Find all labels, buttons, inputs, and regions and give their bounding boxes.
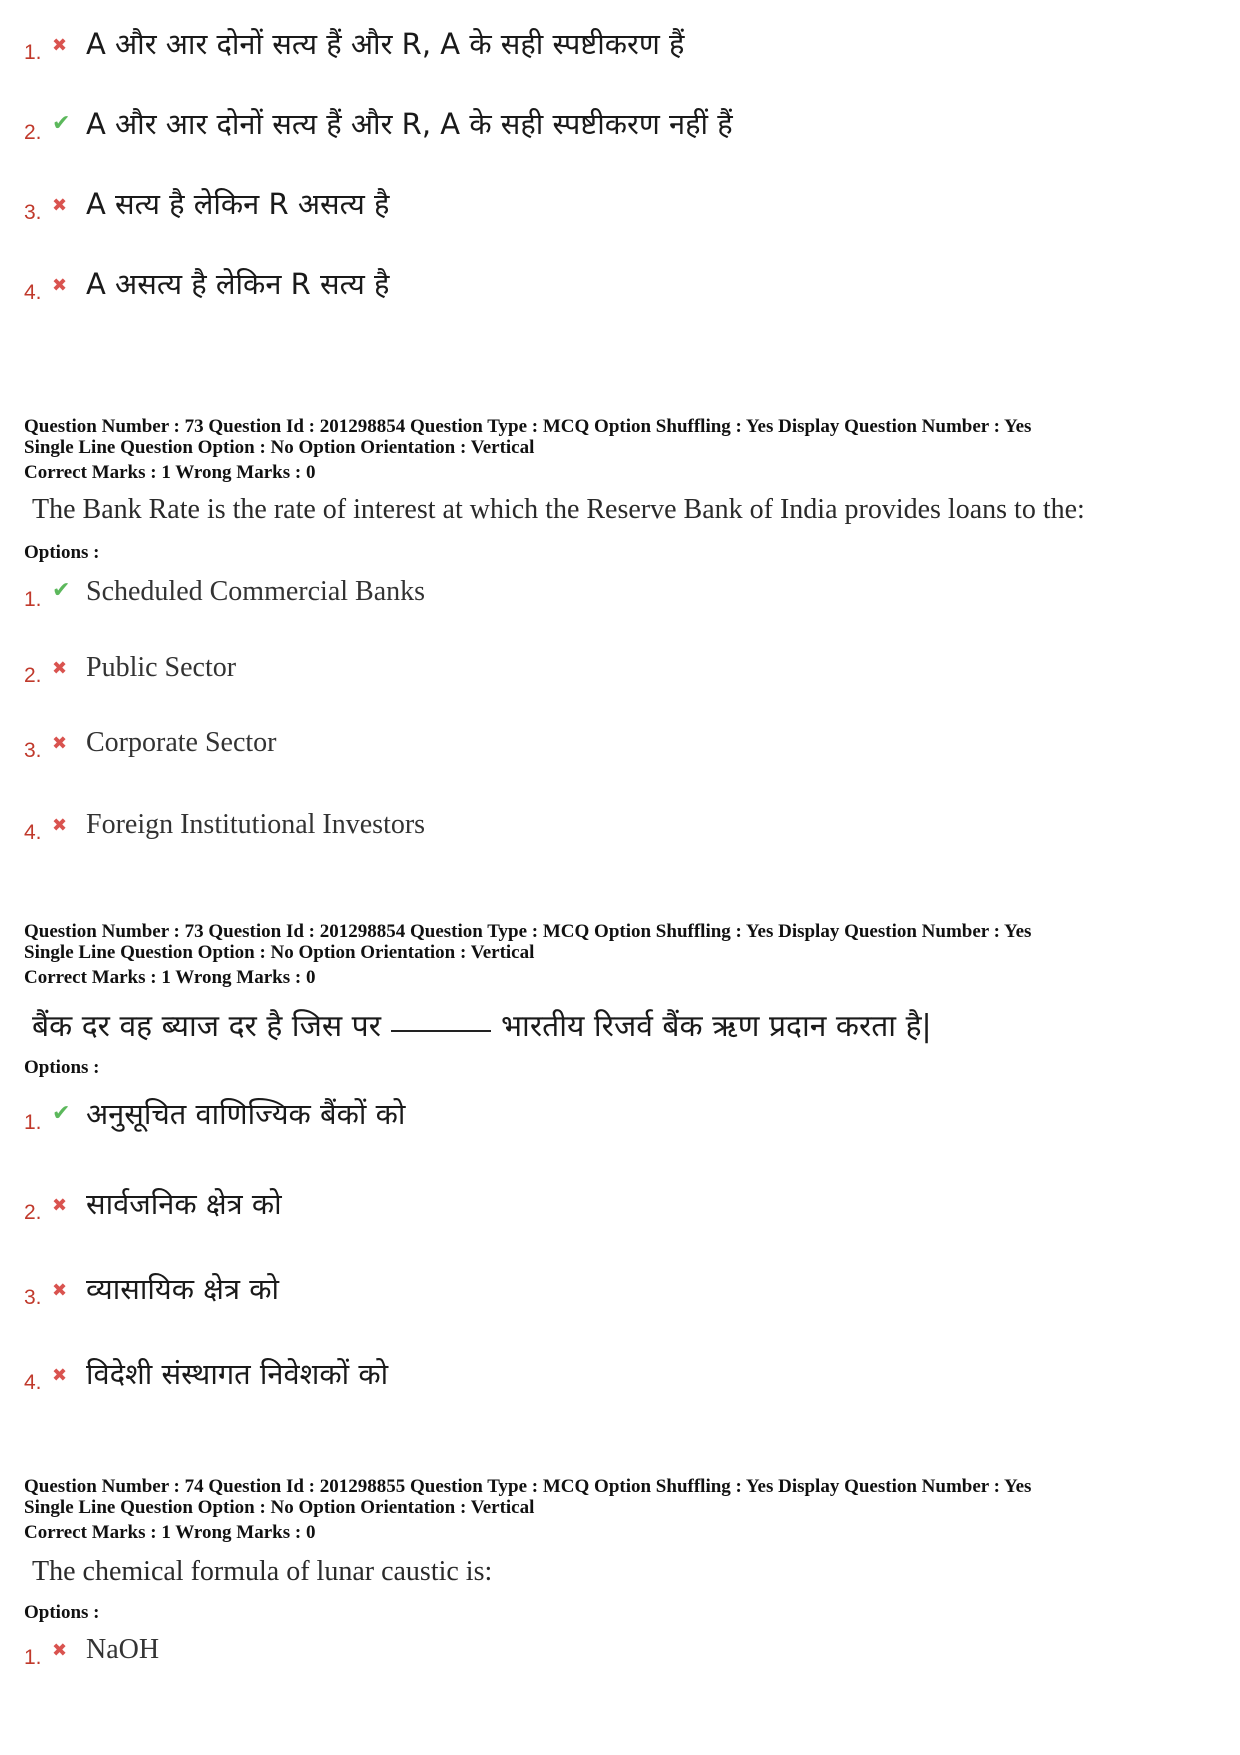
option-text: A और आर दोनों सत्य हैं और R, A के सही स्पष्टीकरण हैं xyxy=(86,27,685,61)
option-text: सार्वजनिक क्षेत्र को xyxy=(86,1187,282,1221)
meta-line-1: Question Number : 74 Question Id : 201298855 Question Type : MCQ Option Shuffling : Yes Display Question Number : Yes xyxy=(24,1476,1032,1497)
option-number: 3. xyxy=(24,1286,42,1309)
options-label: Options : xyxy=(24,542,100,563)
option-number: 4. xyxy=(24,821,42,844)
question-text xyxy=(32,1004,932,1045)
option-item xyxy=(24,652,237,687)
option-number: 1. xyxy=(24,1111,42,1134)
cross-icon: ✖ xyxy=(52,1195,68,1216)
option-text: Scheduled Commercial Banks xyxy=(86,576,426,607)
check-icon: ✔ xyxy=(52,111,71,136)
option-item xyxy=(24,1272,279,1309)
option-item xyxy=(24,727,277,762)
check-icon: ✔ xyxy=(52,578,71,603)
cross-icon: ✖ xyxy=(52,195,68,216)
blank-line xyxy=(391,1030,491,1032)
question-meta xyxy=(24,416,1214,458)
option-text: A सत्य है लेकिन R असत्य है xyxy=(86,187,390,221)
option-number: 4. xyxy=(24,1371,42,1394)
option-text: Foreign Institutional Investors xyxy=(86,809,426,840)
cross-icon: ✖ xyxy=(52,1640,68,1661)
option-item xyxy=(24,576,426,611)
marks-info: Correct Marks : 1 Wrong Marks : 0 xyxy=(24,462,316,483)
question-text-part-2: भारतीय रिजर्व बैंक ऋण प्रदान करता है| xyxy=(500,1009,932,1044)
option-number: 4. xyxy=(24,281,42,304)
option-text: Public Sector xyxy=(86,652,237,683)
check-icon: ✔ xyxy=(52,1101,71,1126)
option-text: A और आर दोनों सत्य हैं और R, A के सही स्पष्टीकरण नहीं हैं xyxy=(86,107,733,141)
option-item xyxy=(24,267,390,304)
question-text: The chemical formula of lunar caustic is: xyxy=(32,1556,493,1587)
cross-icon: ✖ xyxy=(52,275,68,296)
marks-info: Correct Marks : 1 Wrong Marks : 0 xyxy=(24,1522,316,1543)
meta-line-1: Question Number : 73 Question Id : 201298854 Question Type : MCQ Option Shuffling : Yes Display Question Number : Yes xyxy=(24,921,1032,942)
option-number: 3. xyxy=(24,201,42,224)
option-number: 1. xyxy=(24,1646,42,1669)
option-item xyxy=(24,107,733,144)
cross-icon: ✖ xyxy=(52,733,68,754)
question-meta xyxy=(24,921,1214,963)
cross-icon: ✖ xyxy=(52,658,68,679)
cross-icon: ✖ xyxy=(52,1280,68,1301)
option-item xyxy=(24,27,685,64)
option-text: अनुसूचित वाणिज्यिक बैंकों को xyxy=(86,1097,406,1131)
cross-icon: ✖ xyxy=(52,35,68,56)
meta-line-2: Single Line Question Option : No Option Orientation : Vertical xyxy=(24,437,535,458)
option-item xyxy=(24,1357,389,1394)
options-label: Options : xyxy=(24,1057,100,1078)
meta-line-1: Question Number : 73 Question Id : 201298854 Question Type : MCQ Option Shuffling : Yes Display Question Number : Yes xyxy=(24,416,1032,437)
question-text-part-1: बैंक दर वह ब्याज दर है जिस पर xyxy=(32,1009,381,1044)
options-label: Options : xyxy=(24,1602,100,1623)
option-item xyxy=(24,1097,406,1134)
option-number: 1. xyxy=(24,588,42,611)
cross-icon: ✖ xyxy=(52,1365,68,1386)
option-item xyxy=(24,1187,282,1224)
option-text: विदेशी संस्थागत निवेशकों को xyxy=(86,1357,389,1391)
option-number: 2. xyxy=(24,664,42,687)
question-text: The Bank Rate is the rate of interest at which the Reserve Bank of India provides loans to the: xyxy=(32,494,1085,525)
option-text: NaOH xyxy=(86,1634,160,1665)
marks-info: Correct Marks : 1 Wrong Marks : 0 xyxy=(24,967,316,988)
option-item xyxy=(24,187,390,224)
option-number: 2. xyxy=(24,1201,42,1224)
meta-line-2: Single Line Question Option : No Option Orientation : Vertical xyxy=(24,1497,535,1518)
option-text: A असत्य है लेकिन R सत्य है xyxy=(86,267,390,301)
option-number: 2. xyxy=(24,121,42,144)
question-meta xyxy=(24,1476,1214,1518)
option-text: Corporate Sector xyxy=(86,727,277,758)
option-item xyxy=(24,1634,160,1669)
meta-line-2: Single Line Question Option : No Option Orientation : Vertical xyxy=(24,942,535,963)
option-number: 1. xyxy=(24,41,42,64)
option-item xyxy=(24,809,426,844)
option-number: 3. xyxy=(24,739,42,762)
option-text: व्यासायिक क्षेत्र को xyxy=(86,1272,279,1306)
cross-icon: ✖ xyxy=(52,815,68,836)
